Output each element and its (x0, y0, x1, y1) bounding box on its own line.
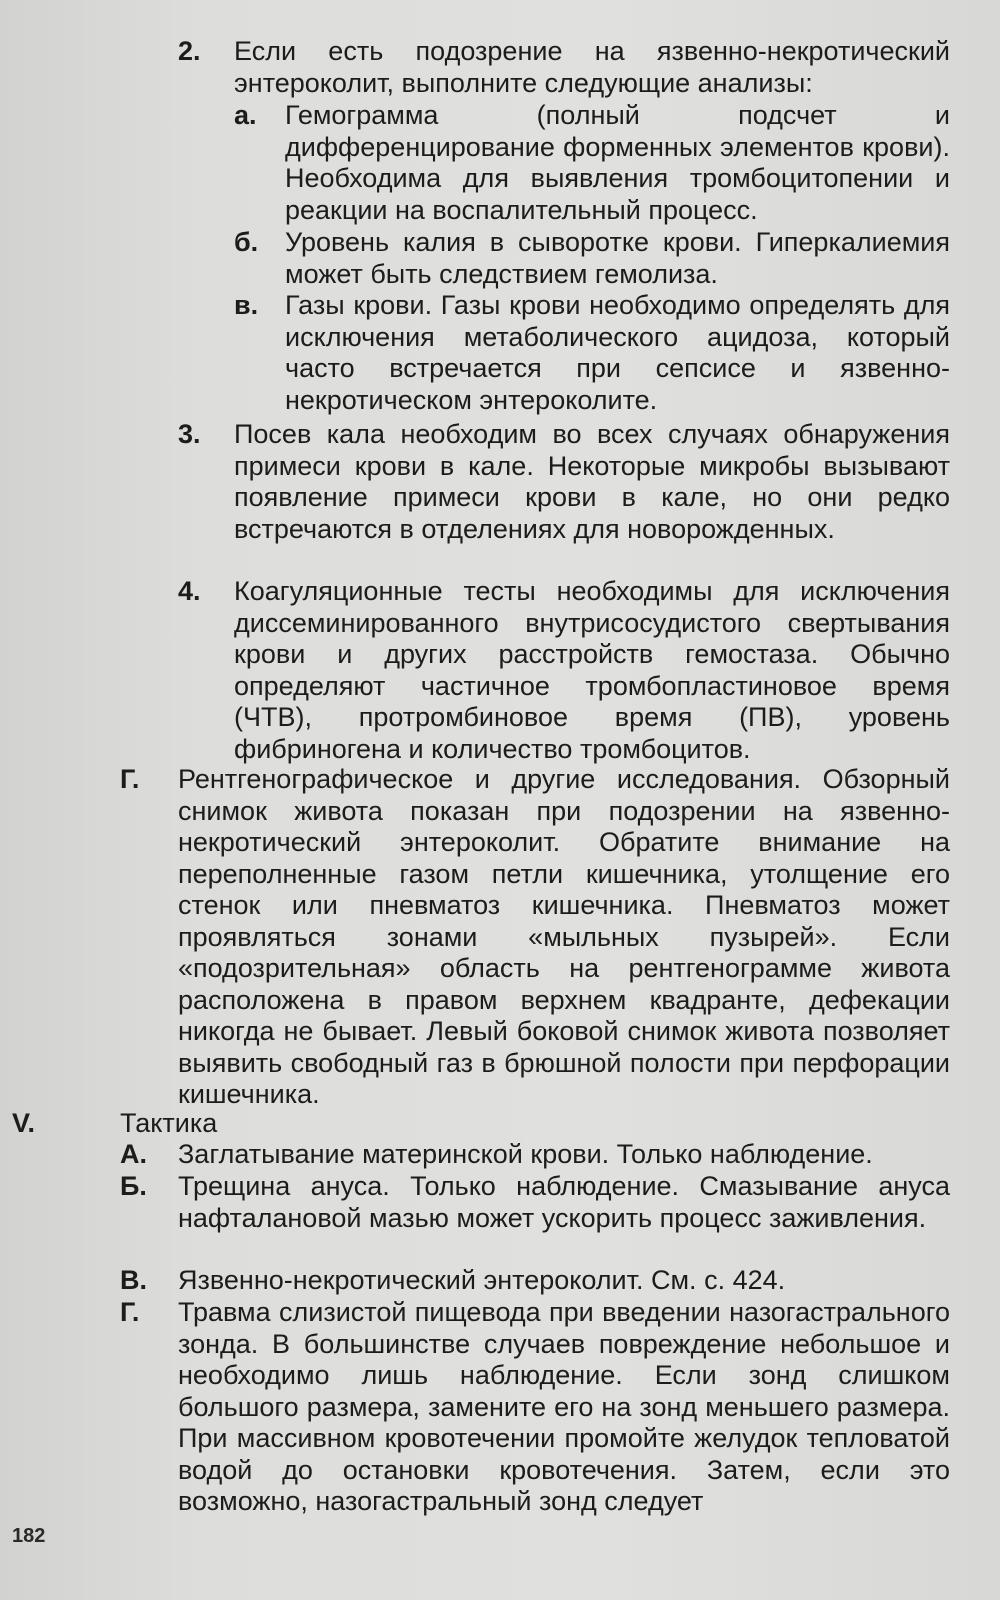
list-marker: а. (234, 100, 257, 130)
page-number: 182 (12, 1525, 46, 1547)
chapter-marker: V. (12, 1108, 36, 1138)
list-item-text: Газы крови. Газы крови необходимо определять для исключения метаболического ацидоза, который часто встречается при сепсисе и язвенно-некротическом энтероколите. (285, 290, 950, 415)
section-text: Заглатывание материнской крови. Только наблюдение. (178, 1139, 873, 1169)
list-item-text: Если есть подозрение на язвенно-некротический энтероколит, выполните следующие анализы: (234, 36, 950, 98)
section-text: Травма слизистой пищевода при введении назогастрального зонда. В большинстве случаев повреждение небольшое и необходимо лишь наблюдение. Если зонд слишком большого размера, замените его на зонд меньшего размера. При массивном кровотечении промойте желудок тепловатой водой до остановки кровотечения. Затем, если это возможно, назогастральный зонд следует (178, 1297, 950, 1516)
list-marker: 4. (178, 576, 201, 606)
list-marker: 3. (178, 419, 201, 449)
list-item-text: Уровень калия в сыворотке крови. Гиперкалиемия может быть следствием гемолиза. (285, 227, 950, 289)
section-marker: Б. (120, 1171, 147, 1201)
chapter-heading: Тактика (120, 1108, 218, 1138)
list-item-text: Гемограмма (полный подсчет и дифференцирование форменных элементов крови). Необходима для выявления тромбоцитопении и реакции на воспалительный процесс. (285, 100, 950, 225)
section-text: Рентгенографическое и другие исследования. Обзорный снимок живота показан при подозрении на язвенно-некротический энтероколит. Обратите внимание на переполненные газом петли кишечника, утолщение его стенок или пневматоз кишечника. Пневматоз может проявляться зонами «мыльных пузырей». Если «подозрительная» область на рентгенограмме живота расположена в правом верхнем квадранте, дефекации никогда не бывает. Левый боковой снимок живота позволяет выявить свободный газ в брюшной полости при перфорации кишечника. (178, 764, 950, 1109)
list-marker: в. (234, 290, 259, 320)
list-marker: б. (234, 227, 259, 257)
section-text: Трещина ануса. Только наблюдение. Смазывание ануса нафталановой мазью может ускорить процесс заживления. (178, 1171, 950, 1233)
list-marker: 2. (178, 36, 201, 66)
section-marker: Г. (120, 764, 140, 794)
section-marker: В. (120, 1265, 147, 1295)
section-marker: Г. (120, 1297, 140, 1327)
section-marker: А. (120, 1139, 147, 1169)
list-item-text: Посев кала необходим во всех случаях обнаружения примеси крови в кале. Некоторые микробы вызывают появление примеси крови в кале, но они редко встречаются в отделениях для новорожденных. (234, 419, 950, 544)
list-item-text: Коагуляционные тесты необходимы для исключения диссеминированного внутрисосудистого свертывания крови и других расстройств гемостаза. Обычно определяют частичное тромбопластиновое время (ЧТВ), протромбиновое время (ПВ), уровень фибриногена и количество тромбоцитов. (234, 576, 950, 764)
section-text: Язвенно-некротический энтероколит. См. с. 424. (178, 1265, 786, 1295)
